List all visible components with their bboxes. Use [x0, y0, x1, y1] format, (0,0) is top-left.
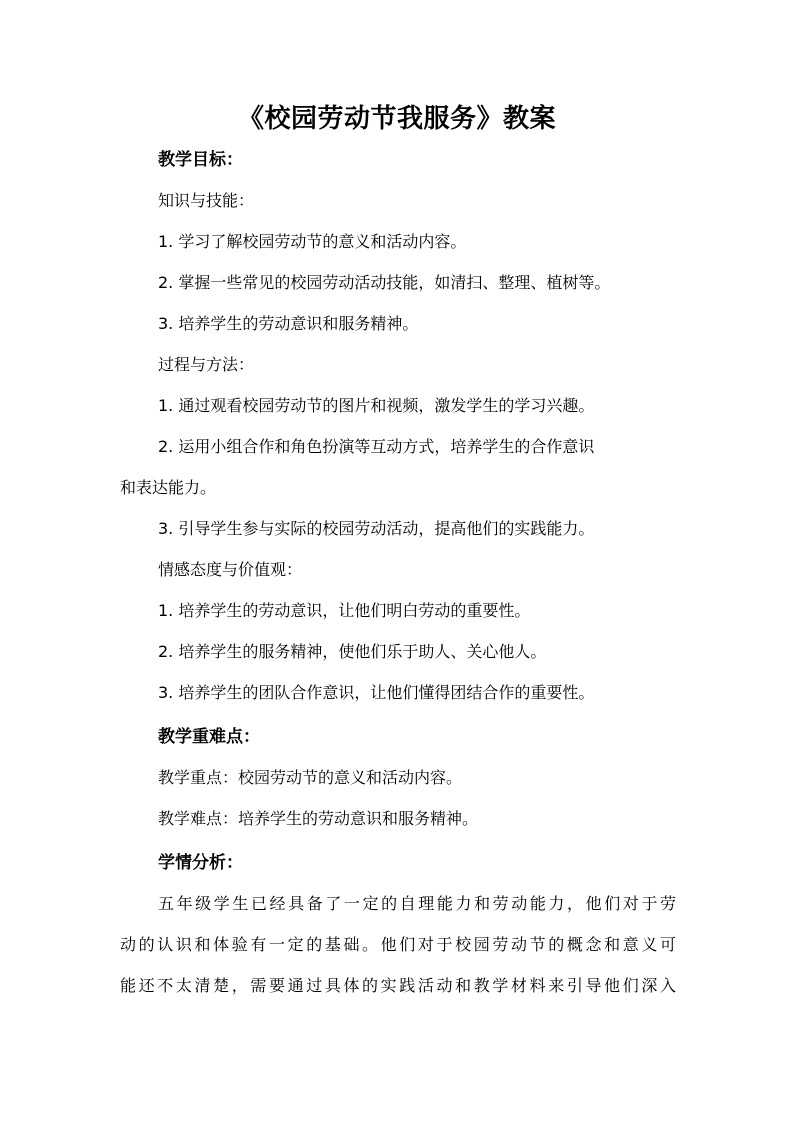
knowledge-item: 2. 掌握一些常见的校园劳动活动技能，如清扫、整理、植树等。	[158, 273, 611, 292]
emotion-item: 1. 培养学生的劳动意识，让他们明白劳动的重要性。	[158, 601, 531, 620]
process-item-continuation: 和表达能力。	[120, 478, 217, 497]
knowledge-item: 1. 学习了解校园劳动节的意义和活动内容。	[158, 232, 467, 251]
emotion-heading: 情感态度与价值观：	[158, 560, 303, 579]
process-item: 3. 引导学生参与实际的校园劳动活动，提高他们的实践能力。	[158, 519, 595, 538]
process-item: 2. 运用小组合作和角色扮演等互动方式，培养学生的合作意识	[158, 437, 595, 456]
analysis-line: 动的认识和体验有一定的基础。他们对于校园劳动节的概念和意义可	[120, 935, 676, 954]
knowledge-heading: 知识与技能：	[158, 191, 255, 210]
emotion-item: 2. 培养学生的服务精神，使他们乐于助人、关心他人。	[158, 642, 547, 661]
objectives-heading: 教学目标：	[158, 150, 243, 170]
process-heading: 过程与方法：	[158, 355, 255, 374]
process-item: 1. 通过观看校园劳动节的图片和视频，激发学生的学习兴趣。	[158, 396, 595, 415]
document-title: 《校园劳动节我服务》教案	[237, 104, 556, 134]
analysis-line: 能还不太清楚，需要通过具体的实践活动和教学材料来引导他们深入	[120, 976, 676, 995]
knowledge-item: 3. 培养学生的劳动意识和服务精神。	[158, 314, 419, 333]
emotion-item: 3. 培养学生的团队合作意识，让他们懂得团结合作的重要性。	[158, 683, 595, 702]
analysis-line: 五年级学生已经具备了一定的自理能力和劳动能力，他们对于劳	[158, 894, 676, 913]
key-focus: 教学重点：校园劳动节的意义和活动内容。	[158, 768, 463, 787]
key-difficulty: 教学难点：培养学生的劳动意识和服务精神。	[158, 809, 479, 828]
analysis-heading: 学情分析：	[158, 853, 243, 873]
key-points-heading: 教学重难点：	[158, 727, 260, 747]
